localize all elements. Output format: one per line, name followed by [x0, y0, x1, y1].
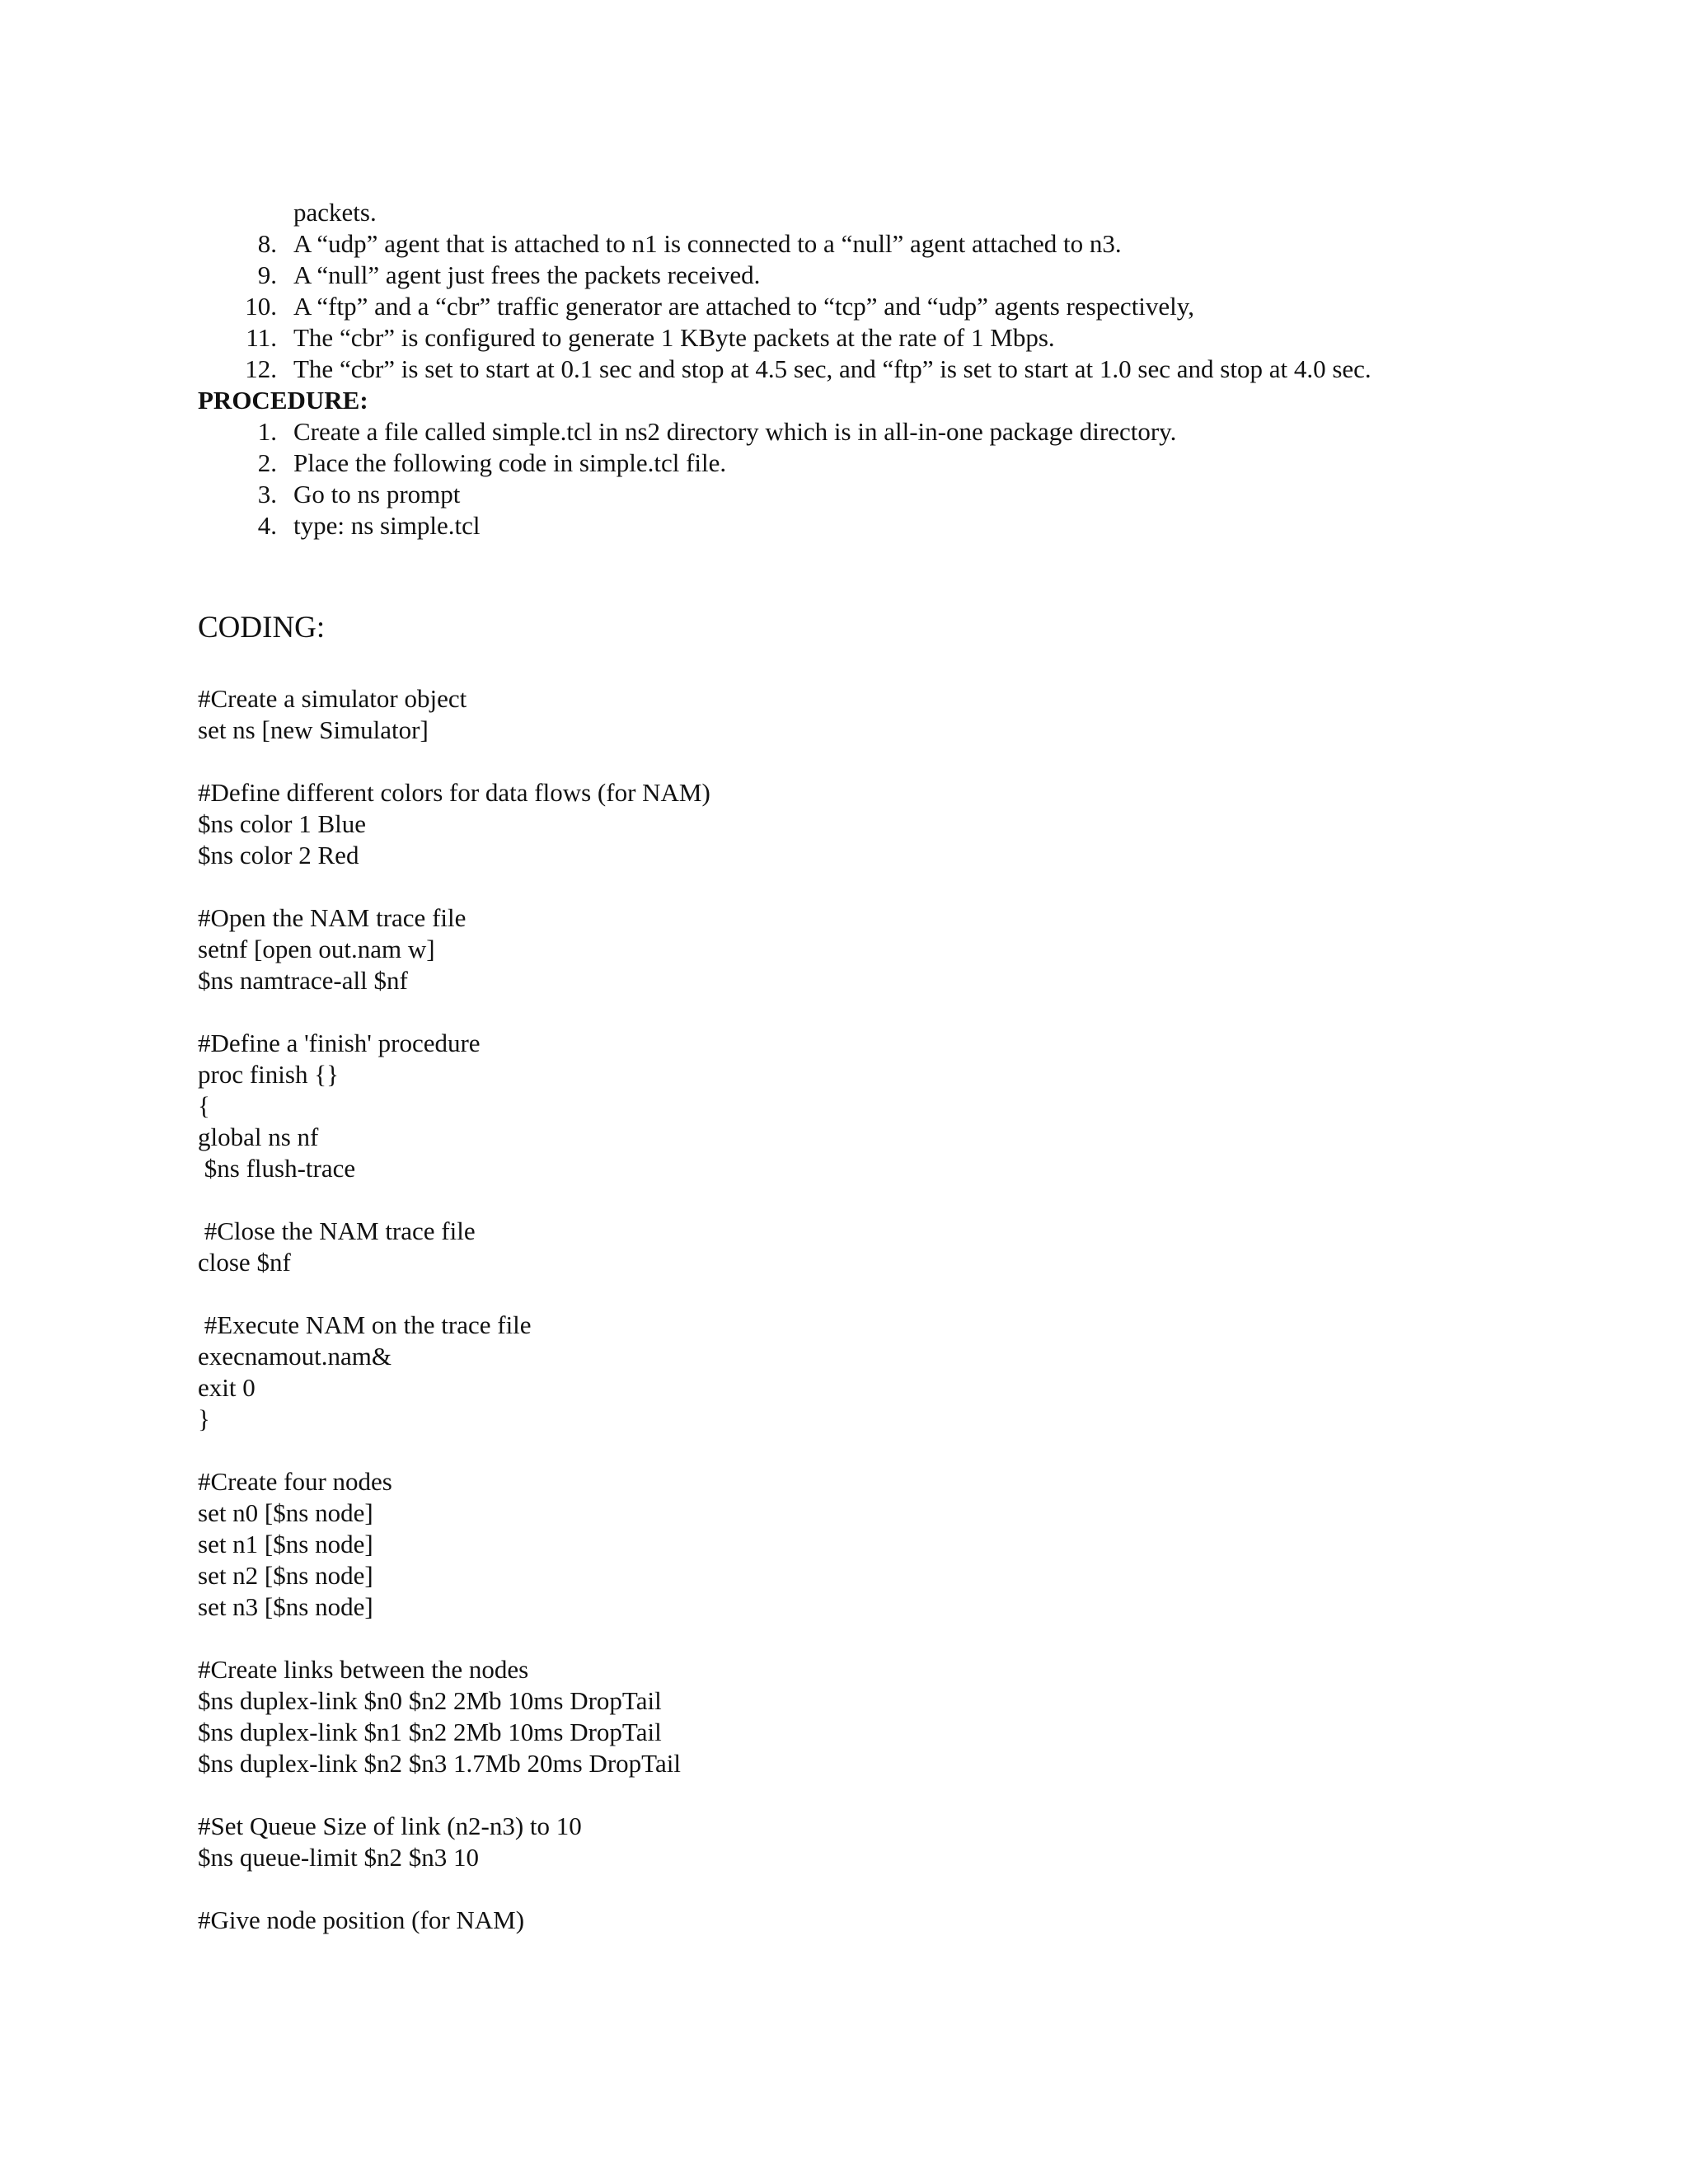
code-line: set ns [new Simulator]	[198, 715, 429, 744]
procedure-step-text: Create a file called simple.tcl in ns2 directory which is in all-in-one package directory.	[293, 417, 1177, 446]
code-line: setnf [open out.nam w]	[198, 935, 435, 963]
list-item-number: 8.	[257, 229, 277, 258]
list-item-number: 10.	[245, 292, 277, 321]
coding-title: CODING:	[198, 611, 326, 644]
list-item-number: 9.	[257, 260, 277, 289]
code-line: set n2 [$ns node]	[198, 1561, 373, 1590]
code-line: exit 0	[198, 1373, 256, 1402]
code-line: #Create links between the nodes	[198, 1655, 529, 1684]
list-item-number: 12.	[245, 354, 277, 383]
code-line: $ns flush-trace	[198, 1154, 356, 1183]
code-line: #Define different colors for data flows (for NAM)	[198, 778, 710, 807]
code-line: #Open the NAM trace file	[198, 903, 467, 932]
code-line: #Execute NAM on the trace file	[198, 1310, 532, 1339]
code-line: #Close the NAM trace file	[198, 1216, 476, 1245]
procedure-step-text: Go to ns prompt	[293, 480, 461, 509]
code-line: global ns nf	[198, 1122, 319, 1151]
code-line: $ns color 2 Red	[198, 841, 359, 869]
code-line: $ns queue-limit $n2 $n3 10	[198, 1843, 479, 1872]
procedure-step-number: 4.	[257, 511, 277, 540]
list-item-text: A “ftp” and a “cbr” traffic generator are attached to “tcp” and “udp” agents respectively,	[293, 292, 1195, 321]
code-line: $ns duplex-link $n0 $n2 2Mb 10ms DropTail	[198, 1686, 662, 1715]
code-line: close $nf	[198, 1248, 291, 1277]
list-item-number: 11.	[246, 323, 277, 352]
procedure-step-text: type: ns simple.tcl	[293, 511, 481, 540]
code-line: $ns namtrace-all $nf	[198, 966, 408, 995]
code-line: $ns color 1 Blue	[198, 809, 367, 838]
list-item-text: The “cbr” is set to start at 0.1 sec and stop at 4.5 sec, and “ftp” is set to start at 1.0 sec and stop at 4.0 sec.	[293, 354, 1372, 383]
procedure-step-number: 3.	[257, 480, 277, 509]
list-item-text: A “null” agent just frees the packets received.	[293, 260, 761, 289]
code-line: #Create four nodes	[198, 1467, 392, 1496]
code-line: set n3 [$ns node]	[198, 1592, 373, 1621]
procedure-step-number: 2.	[257, 448, 277, 477]
code-line: proc finish {}	[198, 1060, 339, 1089]
code-line: #Define a 'finish' procedure	[198, 1029, 481, 1057]
list-item-text: The “cbr” is configured to generate 1 KByte packets at the rate of 1 Mbps.	[293, 323, 1055, 352]
code-line: #Give node position (for NAM)	[198, 1905, 525, 1934]
code-line: execnamout.nam&	[198, 1342, 392, 1371]
code-line: {	[198, 1091, 210, 1120]
code-line: #Set Queue Size of link (n2-n3) to 10	[198, 1811, 582, 1840]
list-continuation-text: packets.	[293, 198, 377, 227]
code-line: set n1 [$ns node]	[198, 1530, 373, 1558]
code-line: $ns duplex-link $n1 $n2 2Mb 10ms DropTail	[198, 1718, 662, 1746]
code-line: #Create a simulator object	[198, 684, 467, 713]
code-line: }	[198, 1404, 210, 1433]
procedure-step-number: 1.	[257, 417, 277, 446]
procedure-heading: PROCEDURE:	[198, 386, 368, 415]
code-line: $ns duplex-link $n2 $n3 1.7Mb 20ms DropTail	[198, 1749, 681, 1778]
procedure-step-text: Place the following code in simple.tcl file.	[293, 448, 727, 477]
code-line: set n0 [$ns node]	[198, 1498, 373, 1527]
list-item-text: A “udp” agent that is attached to n1 is connected to a “null” agent attached to n3.	[293, 229, 1122, 258]
